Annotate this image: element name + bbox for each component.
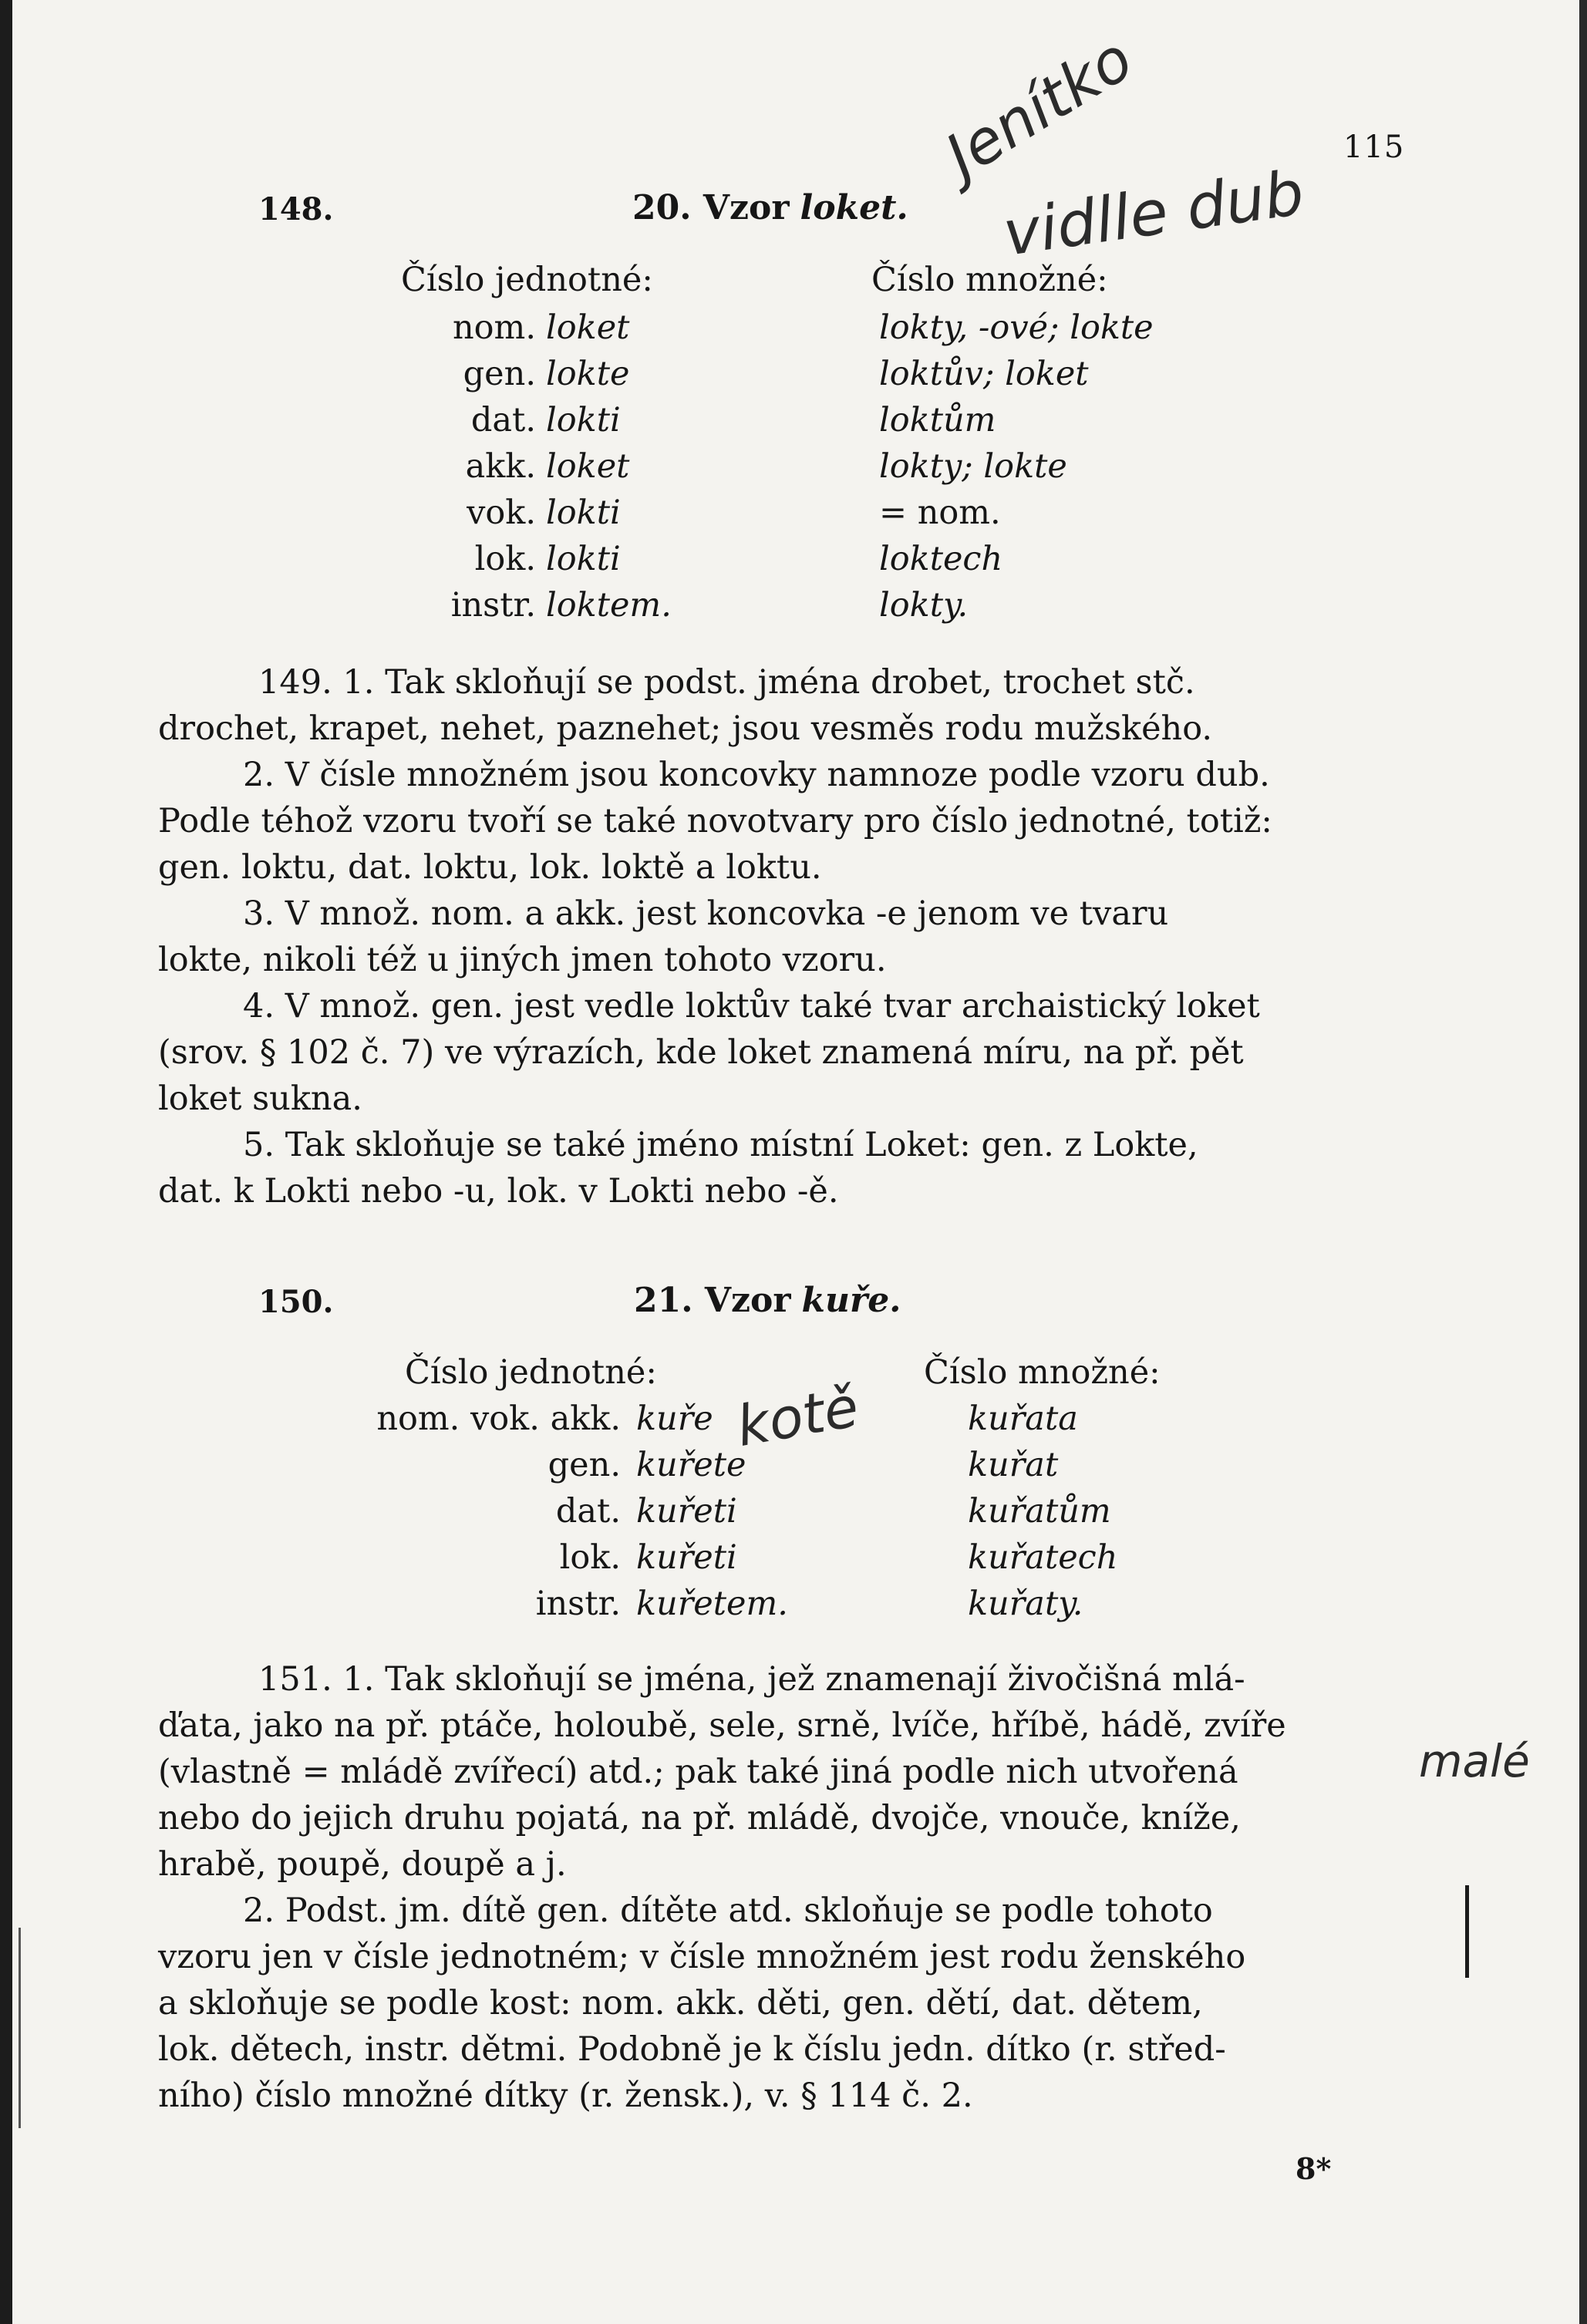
handwritten-note-top: Jenítko bbox=[934, 24, 1145, 192]
singular-form: kuřeti bbox=[636, 1492, 737, 1531]
case-label: nom. bbox=[452, 308, 536, 347]
text-line: 5. Tak skloňuje se také jméno místní Loket: gen. z Lokte, bbox=[243, 1126, 1198, 1164]
text-line: lokte, nikoli též u jiných jmen tohoto vzoru. bbox=[158, 941, 887, 979]
singular-form: loket bbox=[546, 447, 630, 486]
singular-form: kuřete bbox=[636, 1446, 746, 1484]
plural-form: kuřata bbox=[968, 1399, 1078, 1438]
handwritten-note-middle: kotě bbox=[731, 1373, 864, 1460]
plural-form: lokty; lokte bbox=[879, 447, 1067, 486]
handwritten-note-margin: malé bbox=[1419, 1735, 1530, 1787]
singular-form: kuřetem. bbox=[636, 1585, 788, 1623]
section-150-title-word: kuře. bbox=[801, 1281, 901, 1320]
case-label: akk. bbox=[465, 447, 536, 486]
plural-form: loktech bbox=[879, 540, 1003, 578]
singular-form: lokti bbox=[546, 493, 621, 532]
s148-plural-column bbox=[879, 305, 1154, 628]
case-label: vok. bbox=[467, 493, 536, 532]
page-edge-right bbox=[1579, 0, 1587, 2324]
section-148-sg-header: Číslo jednotné: bbox=[401, 261, 653, 299]
section-148-number: 148. bbox=[258, 191, 334, 227]
section-148-title-word: loket. bbox=[800, 188, 908, 227]
text-line: 2. V čísle množném jsou koncovky namnoze podle vzoru dub. bbox=[243, 756, 1270, 794]
singular-form: lokti bbox=[546, 540, 621, 578]
case-label: instr. bbox=[535, 1585, 621, 1623]
section-149-text bbox=[158, 659, 1407, 1214]
case-label: lok. bbox=[559, 1538, 621, 1577]
section-150-pl-header: Číslo množné: bbox=[924, 1353, 1161, 1392]
case-label: gen. bbox=[463, 355, 536, 393]
text-line: ního) číslo množné dítky (r. žensk.), v. § 114 č. 2. bbox=[158, 2076, 973, 2115]
case-label: instr. bbox=[450, 586, 536, 625]
text-line: gen. loktu, dat. loktu, lok. loktě a loktu. bbox=[158, 848, 822, 887]
text-line: 149. 1. Tak skloňují se podst. jména drobet, trochet stč. bbox=[258, 663, 1195, 702]
plural-form: kuřat bbox=[968, 1446, 1059, 1484]
text-line: 151. 1. Tak skloňují se jména, jež znamenají živočišná mlá- bbox=[258, 1660, 1245, 1699]
handwritten-note-top-right: vidlle dub bbox=[999, 157, 1309, 270]
section-150-title-prefix: 21. Vzor bbox=[634, 1281, 791, 1320]
text-line: 3. V množ. nom. a akk. jest koncovka -e jenom ve tvaru bbox=[243, 894, 1169, 933]
margin-vertical-mark bbox=[1465, 1885, 1469, 1978]
text-line: ďata, jako na př. ptáče, holoubě, sele, srně, lvíče, hříbě, hádě, zvíře bbox=[158, 1706, 1286, 1745]
s150-case-column bbox=[324, 1396, 621, 1627]
text-line: 2. Podst. jm. dítě gen. dítěte atd. skloňuje se podle tohoto bbox=[243, 1891, 1213, 1930]
section-150-sg-header: Číslo jednotné: bbox=[405, 1353, 657, 1392]
case-label: gen. bbox=[548, 1446, 621, 1484]
s150-plural-column bbox=[968, 1396, 1117, 1627]
text-line: (srov. § 102 č. 7) ve výrazích, kde loket znamená míru, na př. pět bbox=[158, 1033, 1244, 1072]
text-line: loket sukna. bbox=[158, 1079, 362, 1118]
margin-bracket-left bbox=[19, 1928, 21, 2128]
singular-form: lokti bbox=[546, 401, 621, 440]
case-label: dat. bbox=[470, 401, 536, 440]
text-line: hrabě, poupě, doupě a j. bbox=[158, 1845, 567, 1884]
page-number: 115 bbox=[1343, 130, 1405, 165]
plural-form: loktům bbox=[879, 401, 996, 440]
text-line: dat. k Lokti nebo -u, lok. v Lokti nebo -ě. bbox=[158, 1172, 839, 1211]
s148-case-column bbox=[351, 305, 536, 628]
plural-form: kuřatům bbox=[968, 1492, 1111, 1531]
case-label: lok. bbox=[474, 540, 536, 578]
singular-form: kuřeti bbox=[636, 1538, 737, 1577]
text-line: a skloňuje se podle kost: nom. akk. děti, gen. dětí, dat. dětem, bbox=[158, 1984, 1203, 2023]
section-148-title bbox=[632, 188, 908, 227]
section-148-title-prefix: 20. Vzor bbox=[632, 188, 790, 227]
plural-form: lokty, -ové; lokte bbox=[879, 308, 1154, 347]
section-150-title bbox=[634, 1281, 901, 1320]
singular-form: lokte bbox=[546, 355, 630, 393]
section-151-text bbox=[158, 1656, 1407, 2119]
s150-singular-column bbox=[636, 1396, 788, 1627]
singular-form: loket bbox=[546, 308, 630, 347]
text-line: 4. V množ. gen. jest vedle loktův také tvar archaistický loket bbox=[243, 987, 1260, 1026]
case-label: dat. bbox=[555, 1492, 621, 1531]
plural-form: = nom. bbox=[879, 493, 1001, 532]
page-edge-left bbox=[0, 0, 12, 2324]
plural-form: kuřaty. bbox=[968, 1585, 1083, 1623]
text-line: (vlastně = mládě zvířecí) atd.; pak také jiná podle nich utvořená bbox=[158, 1753, 1238, 1791]
section-150-number: 150. bbox=[258, 1284, 334, 1320]
plural-form: lokty. bbox=[879, 586, 969, 625]
section-148-pl-header: Číslo množné: bbox=[871, 261, 1108, 299]
singular-form: loktem. bbox=[546, 586, 672, 625]
plural-form: loktův; loket bbox=[879, 355, 1089, 393]
text-line: vzoru jen v čísle jednotném; v čísle množném jest rodu ženského bbox=[158, 1938, 1246, 1976]
text-line: lok. dětech, instr. dětmi. Podobně je k číslu jedn. dítko (r. střed- bbox=[158, 2030, 1226, 2069]
plural-form: kuřatech bbox=[968, 1538, 1118, 1577]
case-label: nom. vok. akk. bbox=[376, 1399, 621, 1438]
signature-mark: 8* bbox=[1296, 2151, 1332, 2186]
text-line: Podle téhož vzoru tvoří se také novotvary pro číslo jednotné, totiž: bbox=[158, 802, 1272, 840]
text-line: nebo do jejich druhu pojatá, na př. mládě, dvojče, vnouče, kníže, bbox=[158, 1799, 1241, 1837]
s148-singular-column bbox=[546, 305, 672, 628]
text-line: drochet, krapet, nehet, paznehet; jsou vesměs rodu mužského. bbox=[158, 709, 1213, 748]
singular-form: kuře bbox=[636, 1399, 713, 1438]
